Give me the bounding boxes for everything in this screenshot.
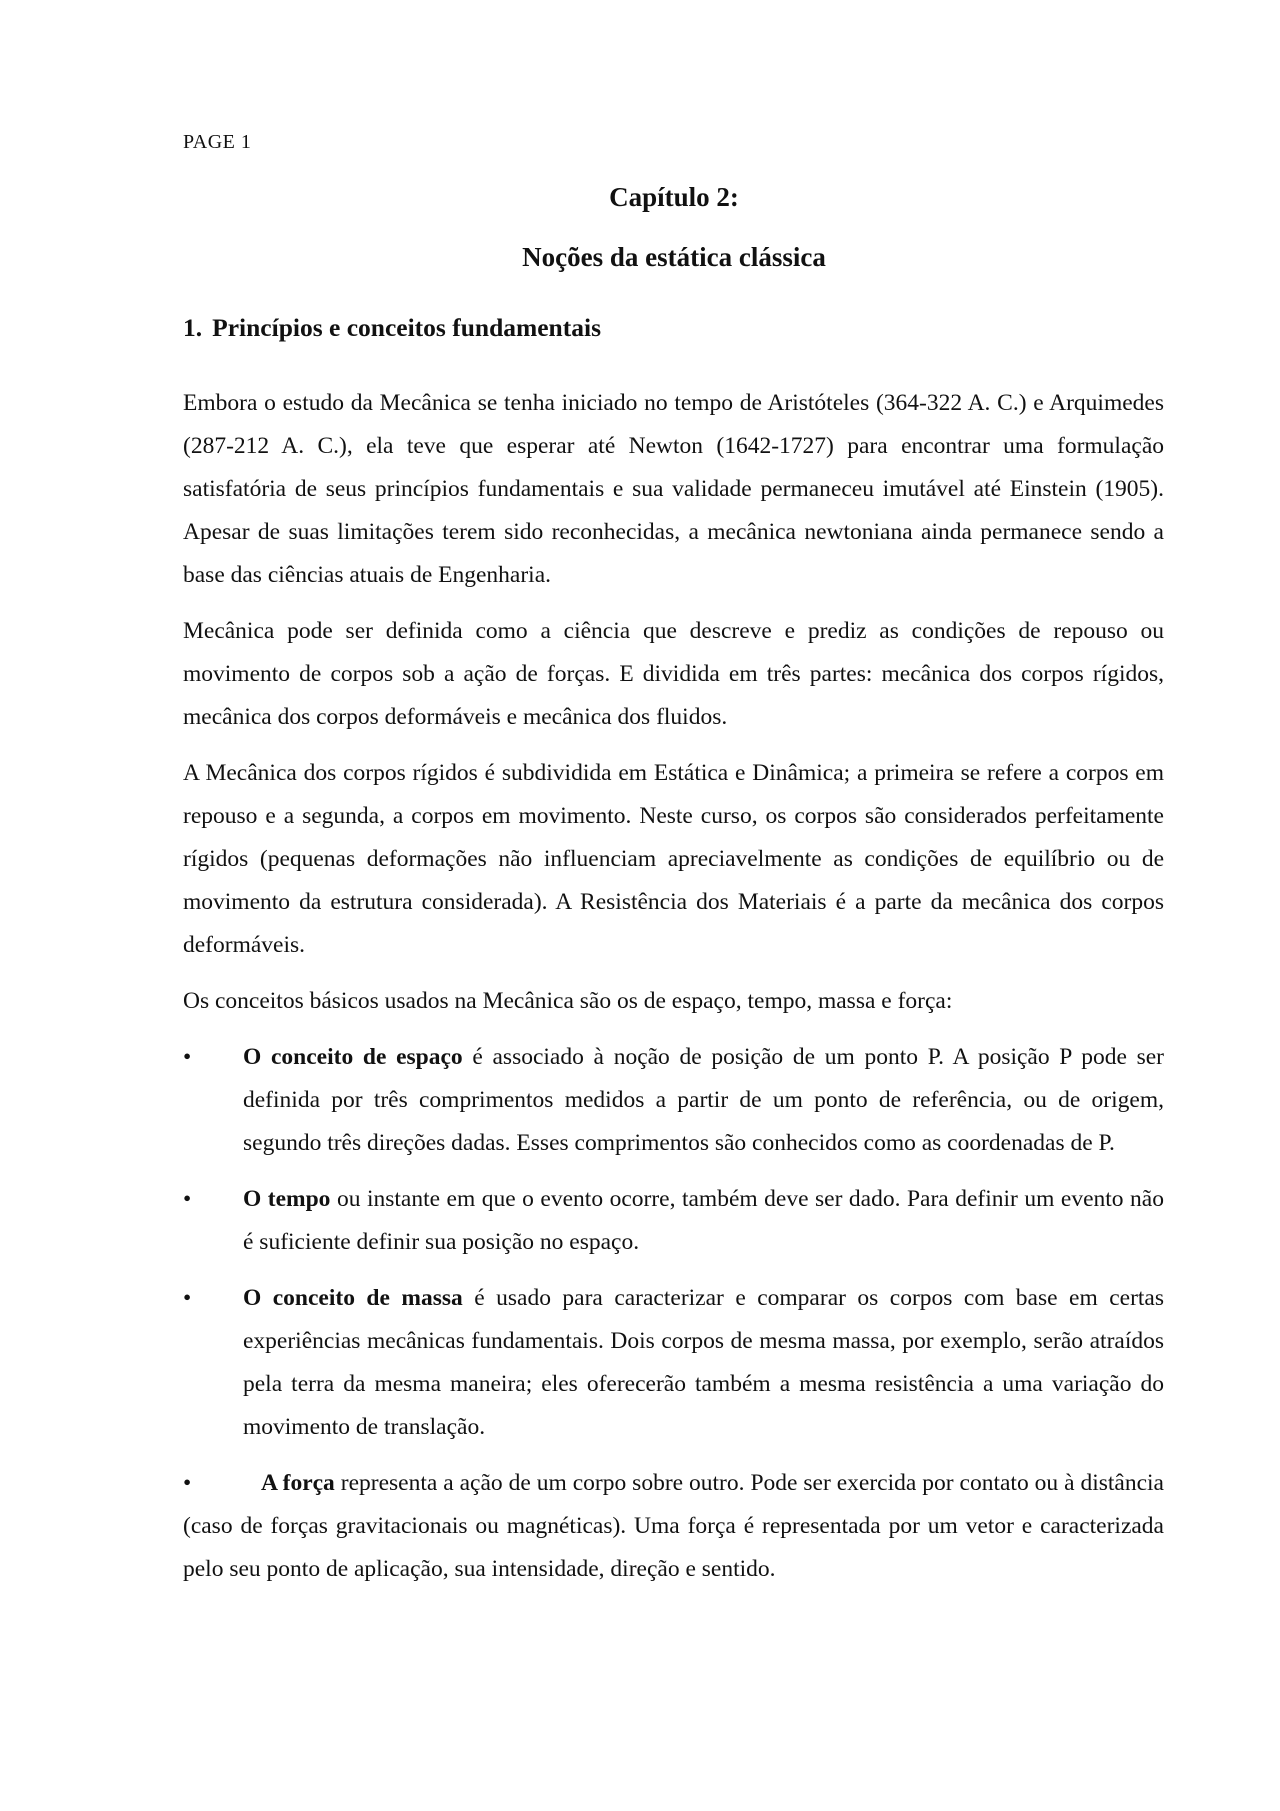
section-title: Princípios e conceitos fundamentais xyxy=(212,313,601,342)
bullet-item-force xyxy=(183,1462,1164,1591)
chapter-subtitle: Noções da estática clássica xyxy=(522,242,826,272)
bullet-term: O conceito de espaço xyxy=(243,1044,463,1070)
bullet-icon: • xyxy=(183,1470,192,1496)
section-number: 1. xyxy=(183,313,203,342)
bullet-icon: • xyxy=(183,1285,192,1311)
bullet-text: é associado à noção de posição de um ponto P. A posição P pode ser definida por três comprimentos medidos a partir de um ponto de referência, ou de origem, segundo três direções dadas. Esses comprimentos são conhecidos como as coordenadas de P. xyxy=(243,1044,1164,1156)
bullet-text: representa a ação de um corpo sobre outro. Pode ser exercida por contato ou à distância (caso de forças gravitacionais ou magnéticas). Uma força é representada por um vetor e caracterizada pelo seu ponto de aplicação, sua intensidade, direção e sentido. xyxy=(183,1470,1164,1582)
chapter-title: Capítulo 2: xyxy=(609,182,739,212)
bullet-item-time xyxy=(183,1178,1164,1264)
paragraph-rigid-bodies: A Mecânica dos corpos rígidos é subdividida em Estática e Dinâmica; a primeira se refere a corpos em repouso e a segunda, a corpos em movimento. Neste curso, os corpos são considerados perfeitamente rígidos (pequenas deformações não influenciam apreciavelmente as condições de equilíbrio ou de movimento da estrutura considerada). A Resistência dos Materiais é a parte da mecânica dos corpos deformáveis. xyxy=(183,760,1164,958)
section-heading xyxy=(183,313,601,343)
bullet-text: é usado para caracterizar e comparar os corpos com base em certas experiências mecânicas fundamentais. Dois corpos de mesma massa, por exemplo, serão atraídos pela terra da mesma maneira; eles oferecerão também a mesma resistência a uma variação do movimento de translação. xyxy=(243,1285,1164,1440)
document-body xyxy=(183,382,1164,1591)
paragraph-definition: Mecânica pode ser definida como a ciência que descreve e prediz as condições de repouso ou movimento de corpos sob a ação de forças. E dividida em três partes: mecânica dos corpos rígidos, mecânica dos corpos deformáveis e mecânica dos fluidos. xyxy=(183,618,1164,730)
bullet-item-space xyxy=(183,1036,1164,1165)
bullet-icon: • xyxy=(183,1044,192,1070)
bullet-term: A força xyxy=(261,1470,335,1496)
page-number-label: PAGE 1 xyxy=(183,131,252,153)
bullet-term: O conceito de massa xyxy=(243,1285,463,1311)
paragraph-history: Embora o estudo da Mecânica se tenha iniciado no tempo de Aristóteles (364-322 A. C.) e Arquimedes (287-212 A. C.), ela teve que esperar até Newton (1642-1727) para encontrar uma formulação satisfatória de seus princípios fundamentais e sua validade permaneceu imutável até Einstein (1905). Apesar de suas limitações terem sido reconhecidas, a mecânica newtoniana ainda permanece sendo a base das ciências atuais de Engenharia. xyxy=(183,390,1164,588)
bullet-term: O tempo xyxy=(243,1186,331,1212)
bullet-text: ou instante em que o evento ocorre, também deve ser dado. Para definir um evento não é suficiente definir sua posição no espaço. xyxy=(243,1186,1164,1255)
paragraph-basic-concepts: Os conceitos básicos usados na Mecânica são os de espaço, tempo, massa e força: xyxy=(183,988,953,1014)
bullet-icon: • xyxy=(183,1186,192,1212)
bullet-item-mass xyxy=(183,1277,1164,1449)
